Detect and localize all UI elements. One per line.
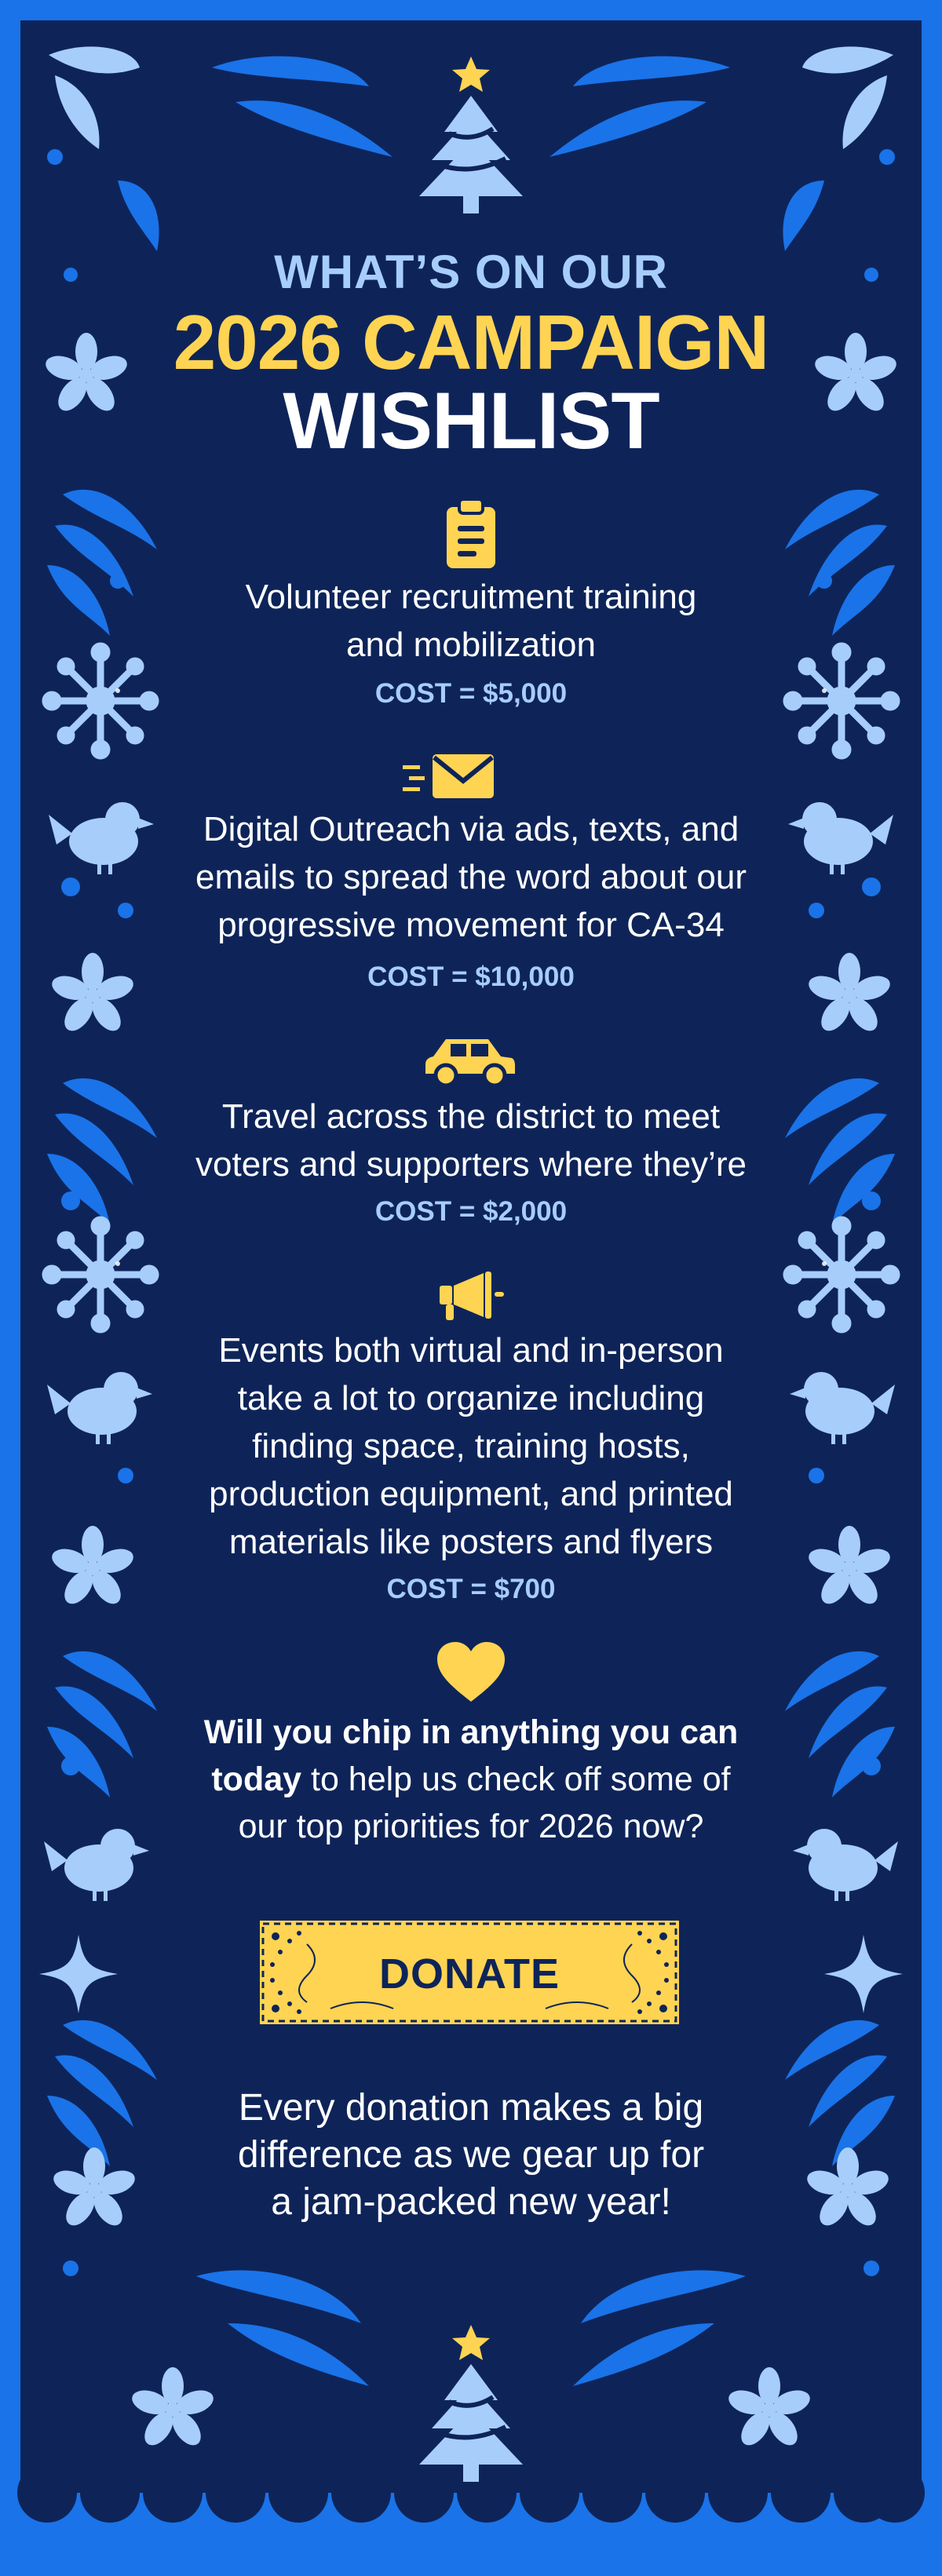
item-cost: COST = $5,000 [374,678,568,709]
item-description [0,1326,942,1566]
clipboard-icon [445,499,497,570]
header-line-3: WISHLIST [283,376,659,465]
header-line-2: 2026 CAMPAIGN [173,299,769,385]
item-line: and mobilization [346,626,596,664]
item-line: emails to spread the word about our [195,858,747,896]
donate-label: DONATE [379,1950,560,1998]
cta-line-rest: to help us check off some of [301,1761,731,1798]
item-line: Volunteer recruitment training [245,578,697,616]
item-description [0,805,942,949]
car-icon [425,1036,515,1088]
item-line: production equipment, and printed [209,1475,733,1513]
cta-text [0,1709,942,1850]
item-line: voters and supporters where they’re [195,1145,747,1184]
closing-line: Every donation makes a big [238,2087,704,2129]
closing-line: a jam-packed new year! [271,2181,671,2223]
cta-bold-line: Will you chip in anything you can [203,1713,739,1751]
item-line: Travel across the district to meet [221,1097,721,1136]
item-description [0,573,942,669]
header-line-1: WHAT’S ON OUR [274,246,668,298]
item-cost: COST = $700 [386,1574,556,1604]
item-cost: COST = $10,000 [367,961,575,992]
item-line: materials like posters and flyers [228,1523,714,1561]
megaphone-icon [438,1272,504,1322]
item-cost: COST = $2,000 [374,1196,568,1227]
donate-button[interactable] [260,1921,679,2024]
item-line: Events both virtual and in-person [218,1331,724,1370]
item-line: finding space, training hosts, [252,1427,690,1465]
closing-line: difference as we gear up for [237,2134,705,2176]
item-line: take a lot to organize including [237,1379,705,1418]
closing-text [0,2085,942,2226]
envelope-icon [403,753,495,801]
cta-bold-word: today [211,1761,302,1798]
cta-line: our top priorities for 2026 now? [238,1808,704,1845]
item-line: progressive movement for CA-34 [217,906,725,944]
item-description [0,1093,942,1188]
heart-icon [437,1642,505,1703]
item-line: Digital Outreach via ads, texts, and [203,810,739,848]
